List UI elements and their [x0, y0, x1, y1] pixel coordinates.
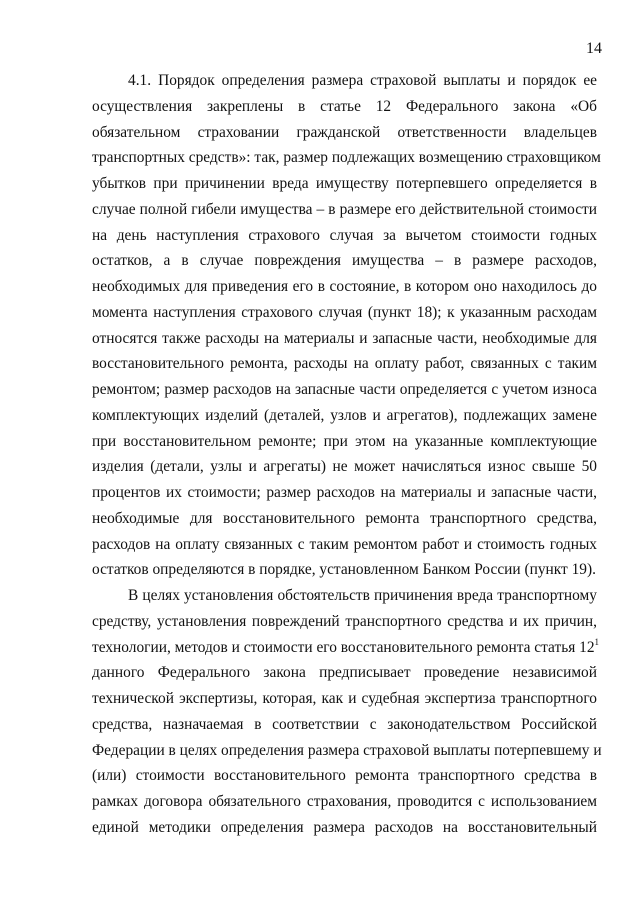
text-line	[92, 120, 597, 146]
text-line	[92, 326, 597, 352]
text-line-content: В целях установления обстоятельств причинения вреда транспортному	[128, 587, 597, 604]
text-line-content: при восстановительном ремонте; при этом на указанные комплектующие	[92, 432, 597, 450]
text-line	[92, 351, 597, 377]
text-line-content: осуществления закреплены в статье 12 Федерального закона «Об	[92, 97, 597, 115]
text-line-content: момента наступления страхового случая (пункт 18); к указанным расходам	[92, 303, 597, 321]
text-line-content: изделия (детали, узлы и агрегаты) не может начисляться износ свыше 50	[92, 458, 597, 476]
text-line	[92, 557, 597, 583]
text-line-content: остатков, а в случае повреждения имущества – в размере расходов,	[92, 252, 597, 270]
page-number: 14	[586, 40, 602, 57]
text-line-content: расходов на оплату связанных с таким ремонтом работ и стоимость годных	[92, 535, 597, 553]
text-line	[92, 583, 597, 609]
text-line	[92, 789, 597, 815]
text-line-content: на день наступления страхового случая за вычетом стоимости годных	[92, 226, 597, 244]
text-line	[92, 454, 597, 480]
text-line-content: убытков при причинении вреда имуществу потерпевшего определяется в	[92, 175, 597, 192]
text-line-content: процентов их стоимости; размер расходов на материалы и запасные части,	[92, 484, 597, 501]
text-line-content: данного Федерального закона предписывает проведение независимой	[92, 664, 597, 682]
text-line	[92, 429, 597, 455]
text-line-content: единой методики определения размера расходов на восстановительный	[92, 818, 597, 836]
text-line-content: (или) стоимости восстановительного ремонта транспортного средства в	[92, 767, 597, 785]
footnote-reference: 1	[594, 636, 600, 647]
text-line	[92, 635, 600, 661]
text-line	[92, 171, 597, 197]
text-line	[92, 763, 597, 789]
text-line-content: 4.1. Порядок определения размера страховой выплаты и порядок ее	[128, 72, 597, 89]
text-line-content: восстановительного ремонта, расходы на оплату работ, связанных с таким	[92, 355, 597, 373]
text-line	[92, 377, 597, 403]
text-line	[92, 480, 597, 506]
text-line	[92, 145, 601, 171]
text-line	[92, 274, 597, 300]
text-line-content: средства, назначаемая в соответствии с законодательством Российской	[92, 715, 597, 733]
text-line	[92, 660, 597, 686]
text-line-content: рамках договора обязательного страхования, проводится с использованием	[92, 793, 597, 810]
text-line-content: технологии, методов и стоимости его восстановительного ремонта статья 12	[92, 638, 595, 656]
text-line-content: комплектующих изделий (деталей, узлов и агрегатов), подлежащих замене	[92, 406, 597, 424]
text-line	[92, 712, 597, 738]
text-line	[92, 68, 597, 94]
text-line	[92, 300, 597, 326]
text-line-content: остатков определяются в порядке, установленном Банком России (пункт 19).	[92, 561, 596, 579]
text-line	[92, 94, 597, 120]
text-line-content: случае полной гибели имущества – в размере его действительной стоимости	[92, 200, 597, 218]
text-line-content: необходимых для приведения его в состояние, в котором оно находилось до	[92, 278, 597, 295]
text-line-content: Федерации в целях определения размера страховой выплаты потерпевшему и	[92, 741, 602, 759]
text-line	[92, 248, 597, 274]
text-line-content: технической экспертизы, которая, как и судебная экспертиза транспортного	[92, 690, 597, 707]
text-line	[92, 815, 597, 841]
text-line-content: необходимые для восстановительного ремонта транспортного средства,	[92, 509, 597, 527]
text-body	[92, 68, 602, 841]
text-line-content: транспортных средств»: так, размер подлежащих возмещению страховщиком	[92, 149, 601, 167]
paragraph-1	[92, 68, 601, 583]
text-line-content: средству, установления повреждений транспортного средства и их причин,	[92, 612, 597, 630]
text-line-content: ремонтом; размер расходов на запасные части определяется с учетом износа	[92, 381, 597, 398]
text-line	[92, 223, 597, 249]
text-line	[92, 609, 597, 635]
text-line-content: обязательном страховании гражданской ответственности владельцев	[92, 123, 597, 141]
text-line	[92, 197, 597, 223]
text-line	[92, 686, 597, 712]
text-line	[92, 532, 597, 558]
text-line	[92, 738, 602, 764]
text-line	[92, 506, 597, 532]
paragraph-2	[92, 583, 602, 841]
text-line-content: относятся также расходы на материалы и запасные части, необходимые для	[92, 329, 597, 347]
text-line	[92, 403, 597, 429]
